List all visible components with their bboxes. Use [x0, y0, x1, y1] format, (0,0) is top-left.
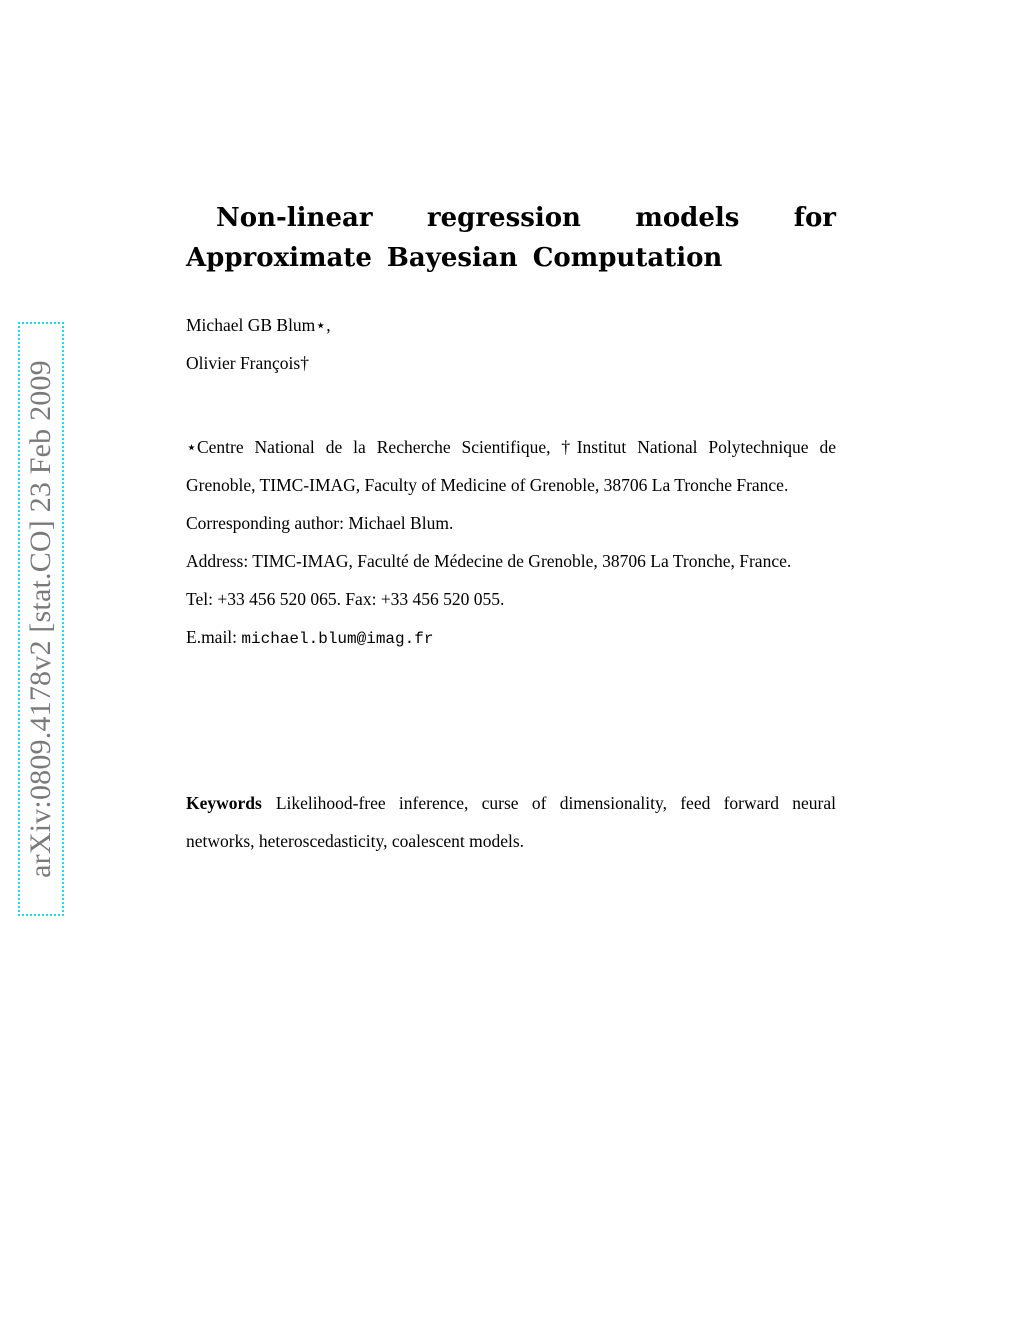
phone-fax: Tel: +33 456 520 065. Fax: +33 456 520 055.: [186, 589, 505, 609]
keywords-label: Keywords: [186, 793, 262, 813]
email-label: E.mail:: [186, 627, 238, 647]
author-list: [186, 306, 836, 382]
email-address[interactable]: michael.blum@imag.fr: [241, 630, 434, 648]
keywords-text: Likelihood-free inference, curse of dimensionality, feed forward neural networks, heteroscedasticity, coalescent models.: [186, 793, 836, 851]
affiliation-block: [186, 428, 836, 658]
email-line: [186, 618, 836, 658]
address: Address: TIMC-IMAG, Faculté de Médecine de Grenoble, 38706 La Tronche, France.: [186, 551, 792, 571]
corresponding-author: Corresponding author: Michael Blum.: [186, 513, 454, 533]
author-name: Olivier François†: [186, 353, 309, 373]
arxiv-identifier: arXiv:0809.4178v2 [stat.CO] 23 Feb 2009: [24, 360, 57, 878]
affiliation: ⋆Centre National de la Recherche Scientifique, †Institut National Polytechnique de Grenoble, TIMC-IMAG, Faculty of Medicine of Grenoble, 38706 La Tronche France.: [186, 437, 836, 495]
keywords-block: [186, 784, 836, 860]
author-name: Michael GB Blum⋆,: [186, 315, 331, 335]
paper-title: Non-linear regression models for Approximate Bayesian Computation: [186, 203, 836, 273]
